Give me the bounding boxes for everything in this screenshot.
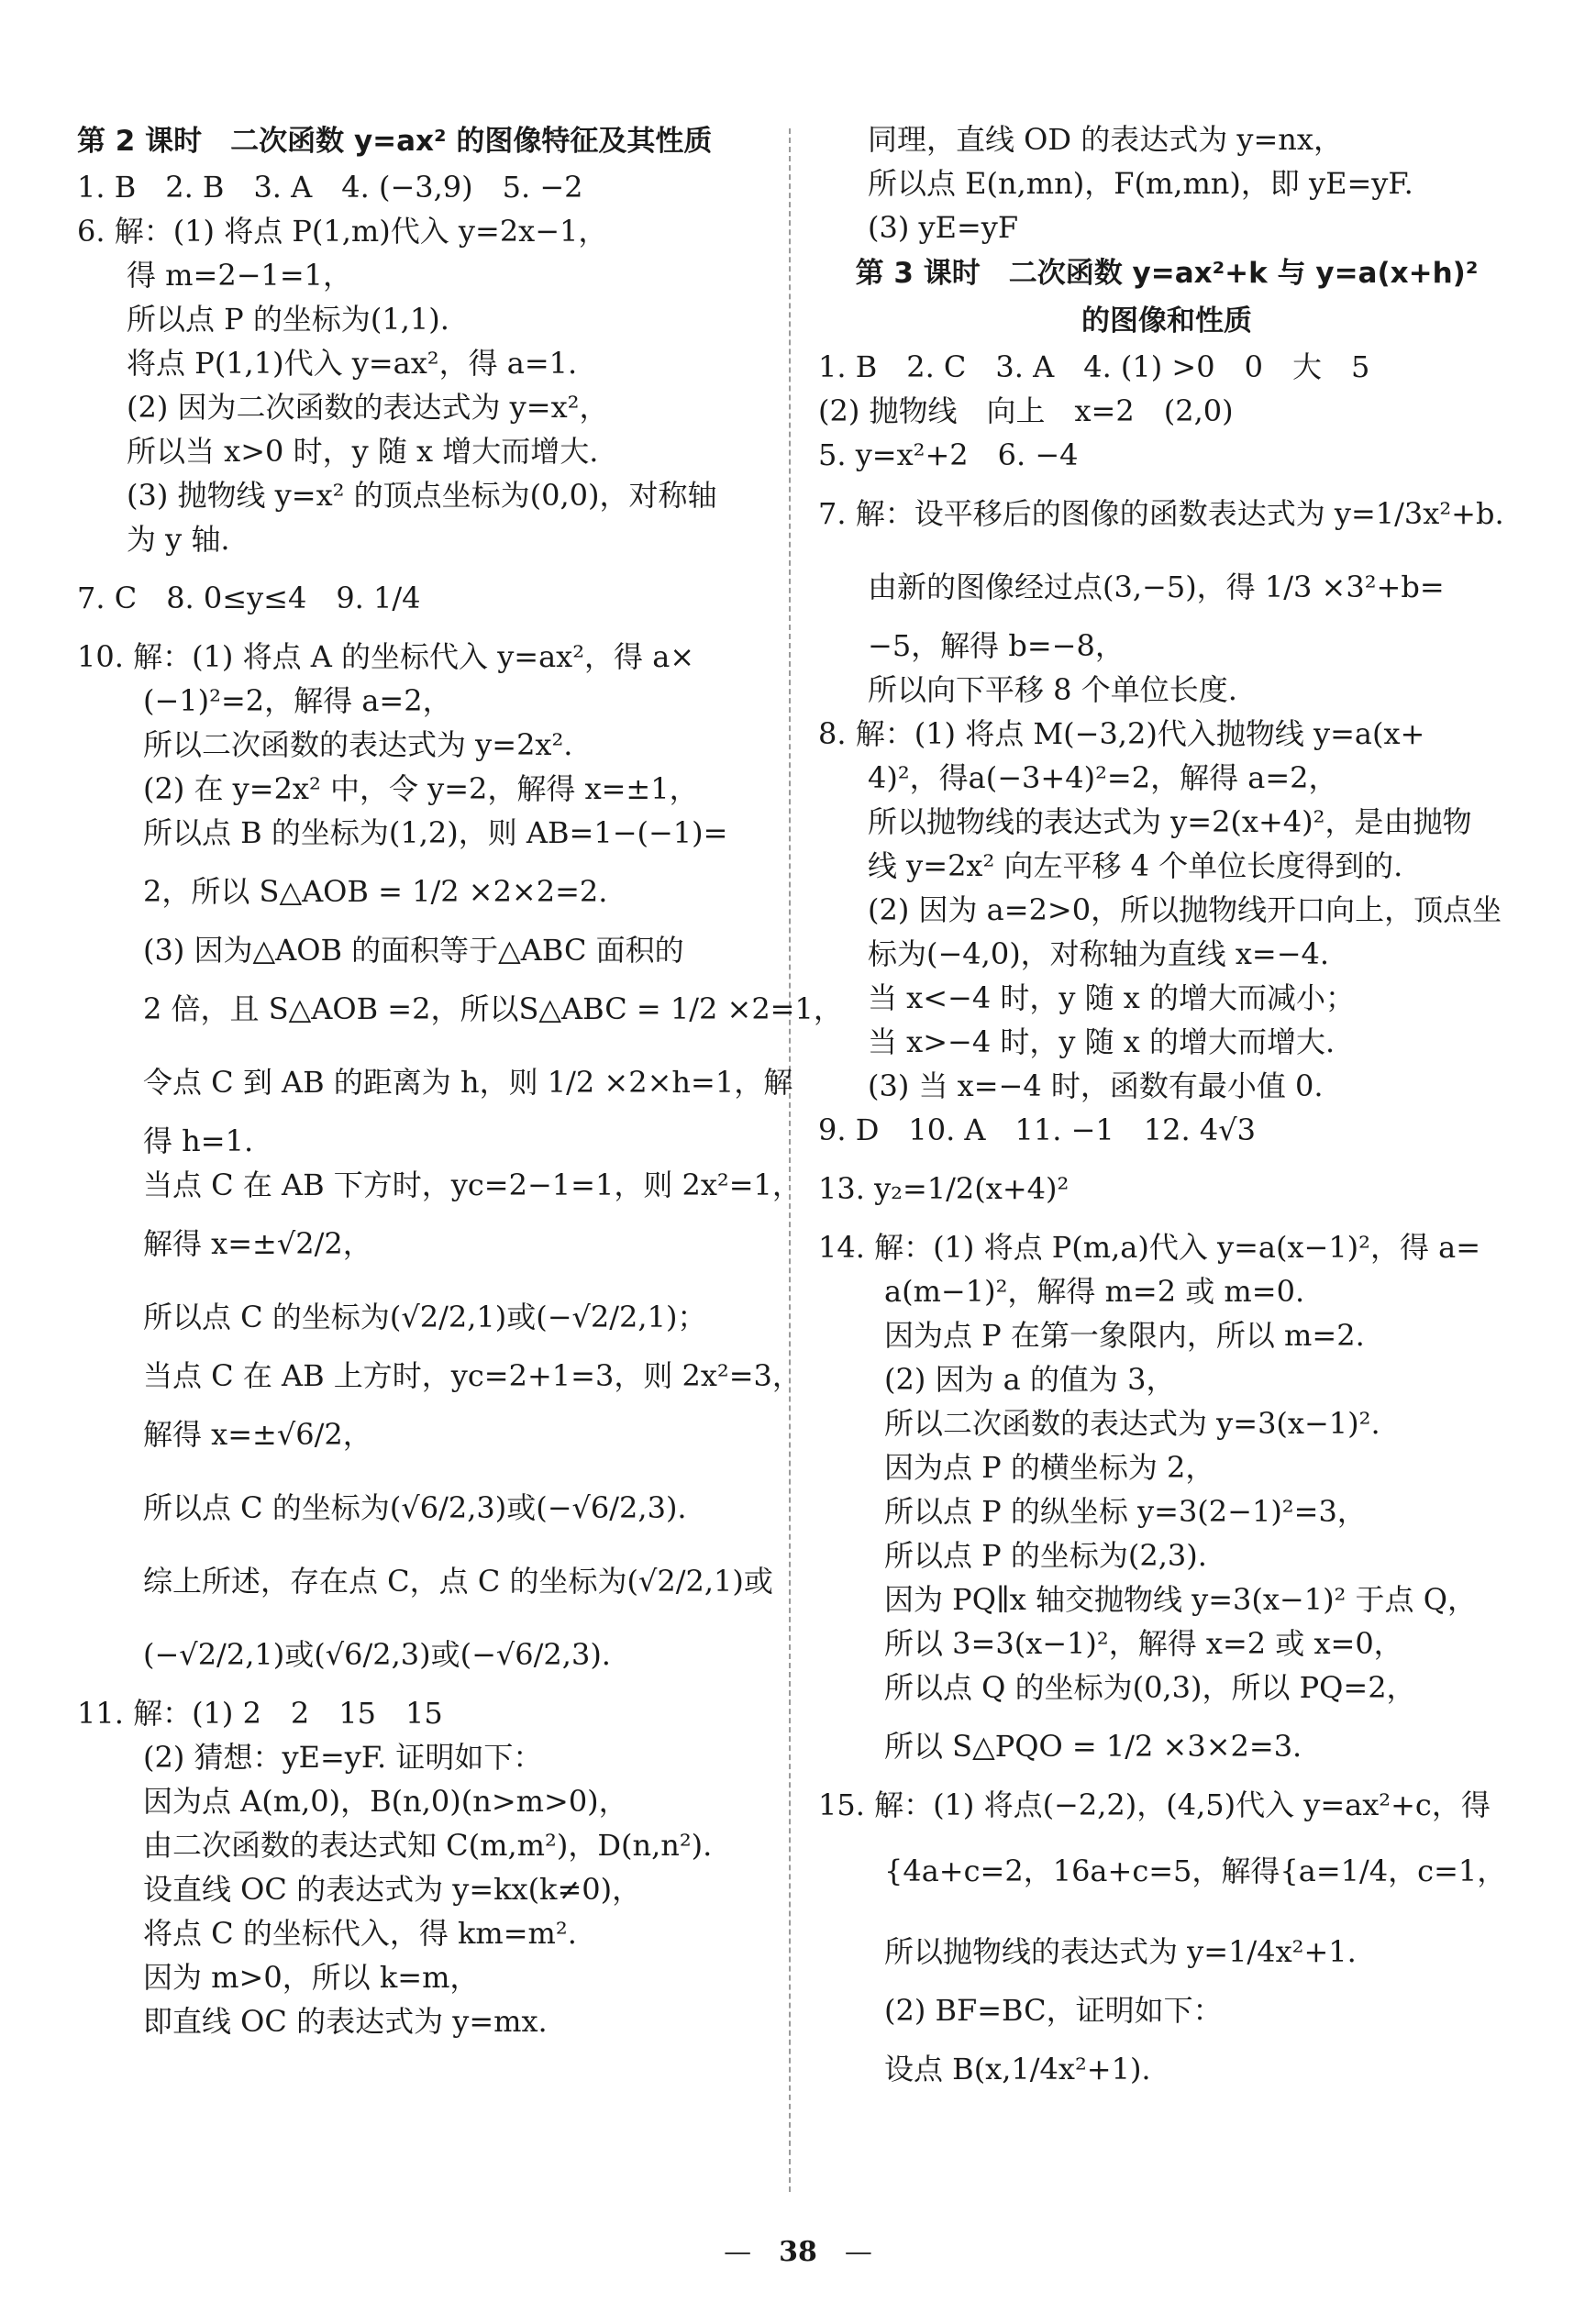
answer-line: 6. 解：(1) 将点 P(1,m)代入 y=2x−1，: [77, 214, 608, 249]
answer-line: 所以当 x>0 时，y 随 x 增大而增大.: [127, 434, 599, 469]
answer-line: 11. 解：(1) 2 2 15 15: [77, 1696, 443, 1731]
answer-line: 因为 PQ∥x 轴交抛物线 y=3(x−1)² 于点 Q，: [884, 1582, 1477, 1617]
answer-line: 8. 解：(1) 将点 M(−3,2)代入抛物线 y=a(x+: [818, 716, 1425, 751]
answer-line: 因为点 A(m,0)，B(n,0)(n>m>0)，: [143, 1784, 628, 1819]
answer-line: (3) 抛物线 y=x² 的顶点坐标为(0,0)，对称轴: [127, 478, 717, 513]
answer-line: 同理，直线 OD 的表达式为 y=nx，: [868, 122, 1343, 157]
left-column: [77, 117, 843, 2043]
answer-line: 所以二次函数的表达式为 y=3(x−1)².: [884, 1406, 1380, 1441]
answer-line: 所以 3=3(x−1)²，解得 x=2 或 x=0，: [884, 1626, 1403, 1661]
answer-line: 所以 S△PQO = 1/2 ×3×2=3.: [884, 1729, 1302, 1764]
answer-line: 当点 C 在 AB 下方时，yc=2−1=1，则 2x²=1，: [143, 1168, 802, 1202]
answer-line: 7. C 8. 0≤y≤4 9. 1/4: [77, 581, 421, 615]
answer-line: 得 h=1.: [143, 1123, 254, 1158]
section-heading: 第 2 课时 二次函数 y=ax² 的图像特征及其性质: [77, 125, 713, 158]
answer-line: 9. D 10. A 11. −1 12. 4√3: [818, 1112, 1256, 1147]
answer-line: a(m−1)²，解得 m=2 或 m=0.: [884, 1274, 1305, 1309]
answer-line: 即直线 OC 的表达式为 y=mx.: [143, 2004, 548, 2039]
right-column: [818, 117, 1515, 2106]
answer-line: 设点 B(x,1/4x²+1).: [884, 2052, 1151, 2086]
answer-line: (−√2/2,1)或(√6/2,3)或(−√6/2,3).: [143, 1637, 611, 1672]
answer-line: 由新的图像经过点(3,−5)，得 1/3 ×3²+b=: [868, 570, 1445, 604]
answer-line: (2) 猜想：yE=yF. 证明如下：: [143, 1740, 543, 1775]
answer-line: 所以点 Q 的坐标为(0,3)，所以 PQ=2，: [884, 1670, 1416, 1705]
answer-line: 解得 x=±√2/2，: [143, 1226, 372, 1261]
answer-line: 因为点 P 在第一象限内，所以 m=2.: [884, 1318, 1365, 1353]
answer-line: 所以点 E(n,mn)，F(m,mn)，即 yE=yF.: [868, 166, 1413, 201]
page-number: — 38 —: [724, 2236, 872, 2268]
section-heading: 的图像和性质: [1081, 304, 1252, 338]
answer-line: (−1)²=2，解得 a=2，: [143, 683, 452, 718]
answer-line: (2) 抛物线 向上 x=2 (2,0): [818, 393, 1234, 428]
answer-line: 所以向下平移 8 个单位长度.: [868, 672, 1237, 707]
answer-line: (2) 因为 a 的值为 3，: [884, 1362, 1176, 1397]
answer-line: 设直线 OC 的表达式为 y=kx(k≠0)，: [143, 1872, 642, 1907]
answer-line: 所以点 P 的坐标为(2,3).: [884, 1538, 1207, 1573]
answer-line: 所以点 C 的坐标为(√6/2,3)或(−√6/2,3).: [143, 1490, 687, 1525]
answer-line: 10. 解：(1) 将点 A 的坐标代入 y=ax²，得 a×: [77, 639, 695, 674]
answer-line: 4)²，得a(−3+4)²=2，解得 a=2，: [868, 760, 1338, 795]
answer-line: 由二次函数的表达式知 C(m,m²)，D(n,n²).: [143, 1828, 713, 1863]
answer-line: 所以点 C 的坐标为(√2/2,1)或(−√2/2,1)；: [143, 1300, 707, 1334]
answer-line: 所以抛物线的表达式为 y=1/4x²+1.: [884, 1934, 1357, 1969]
answer-line: 2 倍，且 S△AOB =2，所以S△ABC = 1/2 ×2=1，: [143, 991, 843, 1026]
answer-line: 5. y=x²+2 6. −4: [818, 437, 1079, 472]
answer-line: (2) 因为 a=2>0，所以抛物线开口向上，顶点坐: [868, 892, 1502, 927]
answer-line: (2) 因为二次函数的表达式为 y=x²，: [127, 390, 609, 425]
page-number-value: 38: [779, 2236, 817, 2268]
answer-line: 1. B 2. B 3. A 4. (−3,9) 5. −2: [77, 170, 583, 205]
answer-line: 线 y=2x² 向左平移 4 个单位长度得到的.: [868, 848, 1403, 883]
answer-line: 综上所述，存在点 C，点 C 的坐标为(√2/2,1)或: [143, 1564, 773, 1599]
answer-line: 令点 C 到 AB 的距离为 h，则 1/2 ×2×h=1，解: [143, 1065, 793, 1100]
answer-line: 当点 C 在 AB 上方时，yc=2+1=3，则 2x²=3，: [143, 1358, 802, 1393]
answer-line: {4a+c=2，16a+c=5，解得{a=1/4，c=1，: [884, 1854, 1507, 1888]
answer-line: 将点 C 的坐标代入，得 km=m².: [143, 1916, 577, 1951]
answer-line: 15. 解：(1) 将点(−2,2)，(4,5)代入 y=ax²+c，得: [818, 1787, 1491, 1822]
answer-line: 当 x<−4 时，y 随 x 的增大而减小；: [868, 980, 1356, 1015]
answer-line: 所以点 P 的纵坐标 y=3(2−1)²=3，: [884, 1494, 1367, 1529]
answer-line: 得 m=2−1=1，: [127, 258, 353, 293]
answer-line: (3) 因为△AOB 的面积等于△ABC 面积的: [143, 933, 684, 968]
column-divider: [789, 128, 791, 2192]
answer-line: 当 x>−4 时，y 随 x 的增大而增大.: [868, 1024, 1336, 1059]
answer-line: (3) 当 x=−4 时，函数有最小值 0.: [868, 1068, 1324, 1103]
answer-line: 为 y 轴.: [127, 522, 230, 557]
answer-line: 所以点 P 的坐标为(1,1).: [127, 302, 449, 337]
answer-line: (2) BF=BC，证明如下：: [884, 1993, 1223, 2028]
answer-line: 将点 P(1,1)代入 y=ax²，得 a=1.: [127, 346, 578, 381]
section-heading: 第 3 课时 二次函数 y=ax²+k 与 y=a(x+h)²: [855, 257, 1479, 290]
answer-line: 解得 x=±√6/2，: [143, 1417, 372, 1452]
answer-line: (3) yE=yF: [868, 210, 1019, 245]
answer-line: 因为点 P 的横坐标为 2，: [884, 1450, 1215, 1485]
answer-line: 14. 解：(1) 将点 P(m,a)代入 y=a(x−1)²，得 a=: [818, 1230, 1481, 1265]
answer-line: 7. 解：设平移后的图像的函数表达式为 y=1/3x²+b.: [818, 496, 1504, 531]
answer-line: 所以二次函数的表达式为 y=2x².: [143, 727, 573, 762]
answer-line: 2，所以 S△AOB = 1/2 ×2×2=2.: [143, 874, 608, 909]
answer-line: 所以抛物线的表达式为 y=2(x+4)²，是由抛物: [868, 804, 1472, 839]
answer-line: 标为(−4,0)，对称轴为直线 x=−4.: [868, 936, 1330, 971]
answer-line: (2) 在 y=2x² 中，令 y=2，解得 x=±1，: [143, 771, 699, 806]
answer-line: 因为 m>0，所以 k=m，: [143, 1960, 480, 1995]
answer-line: 13. y₂=1/2(x+4)²: [818, 1171, 1070, 1206]
answer-line: 1. B 2. C 3. A 4. (1) >0 0 大 5: [818, 349, 1370, 384]
answer-line: 所以点 B 的坐标为(1,2)，则 AB=1−(−1)=: [143, 815, 728, 850]
answer-line: −5，解得 b=−8，: [868, 628, 1125, 663]
